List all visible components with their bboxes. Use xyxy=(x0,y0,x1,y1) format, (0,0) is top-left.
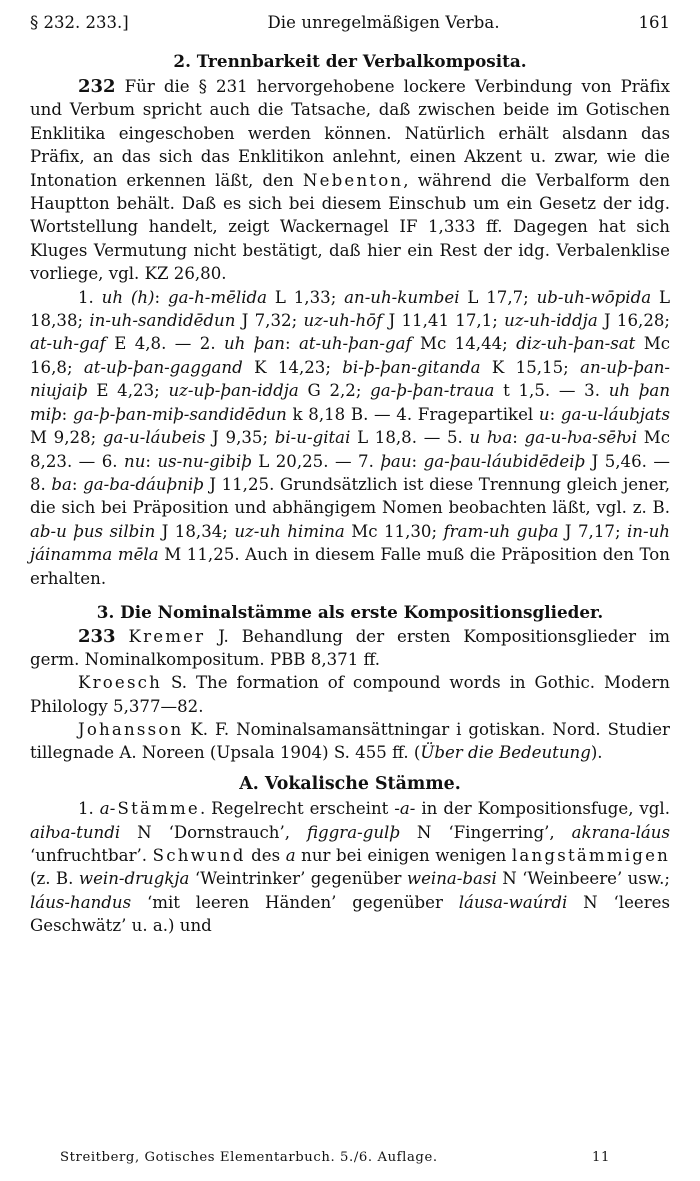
gothic-form: uh (h) xyxy=(101,287,155,307)
gothic-form: uz-uh-hōf xyxy=(303,311,383,331)
body-text: . Regelrecht erscheint xyxy=(199,799,395,819)
gothic-form: figgra-gulþ xyxy=(306,822,400,842)
example-text: : xyxy=(154,287,168,307)
body-text: (z. B. xyxy=(30,869,79,889)
example-text: L 1,33; xyxy=(267,287,345,307)
gothic-form: us-nu-gibiþ xyxy=(157,451,252,471)
reference-end: ). xyxy=(590,742,603,762)
gothic-form: láusa-waúrdi xyxy=(458,892,568,912)
example-text: J 7,32; xyxy=(235,311,304,331)
example-text: J 16,28; xyxy=(597,311,671,331)
example-text: Mc 14,44; xyxy=(411,334,517,354)
example-text: J 7,17; xyxy=(558,521,627,541)
example-text: E 4,8. — 2. xyxy=(105,334,224,354)
sheet-number: 11 xyxy=(592,1150,610,1165)
reference-text: K. F. Nominalsamansättningar i gotiskan. Nord. Studier tillegnade A. Noreen (Upsala 1904) S. 455 ff. ( xyxy=(30,719,670,762)
author-name: Kremer xyxy=(128,626,206,646)
gothic-form: þau xyxy=(380,451,412,471)
example-text: : xyxy=(549,404,561,424)
reference-text: S. The formation of compound words in Gothic. Modern Philology 5,377—82. xyxy=(30,673,670,716)
gothic-form: ga-h-mēlida xyxy=(167,287,268,307)
gothic-form: uz-uþ-þan-iddja xyxy=(168,381,299,401)
paragraph-232 xyxy=(30,75,670,286)
gothic-form: uh þan xyxy=(224,334,285,354)
gothic-form: wein-drugkja xyxy=(78,869,190,889)
section-heading-trennbarkeit: 2. Trennbarkeit der Verbalkomposita. xyxy=(173,51,527,71)
author-name: Kroesch xyxy=(78,673,163,693)
gothic-form: bi-þ-þan-gitanda xyxy=(342,357,481,377)
gothic-form: a xyxy=(285,845,296,865)
example-text: : xyxy=(71,474,84,494)
gothic-form: ga-þ-þan-traua xyxy=(370,381,495,401)
paragraph-number: 232 xyxy=(78,76,116,97)
gothic-form: uz-uh-iddja xyxy=(504,311,598,331)
gothic-form: ga-þ-þan-miþ-sandidēdun xyxy=(72,404,287,424)
body-text: N ‘leeres Geschwätz’ u. a.) und xyxy=(30,892,670,936)
example-text: : xyxy=(284,334,299,354)
example-text: Mc 8,23. — 6. xyxy=(30,428,671,471)
gothic-form: u ƕa xyxy=(469,428,513,448)
body-text: 1. xyxy=(78,799,100,819)
body-text: N ‘Dornstrauch’, xyxy=(120,822,307,842)
gothic-form: uz-uh himina xyxy=(234,521,345,541)
gothic-form: láus-handus xyxy=(30,892,132,912)
gothic-form: akrana-láus xyxy=(571,822,670,842)
body-text: des xyxy=(245,845,286,865)
spaced-term: langstämmigen xyxy=(511,845,671,865)
paragraph-text-tail: , während die Verbalform den Hauptton behält. Daß es sich bei diesem Einschub um ein Gesetz der idg. Wortstellung handelt, zeigt Wackernagel IF 1,333 ff. Dagegen hat sich Kluges Vermutung nicht bestätigt, daß hier ein Rest der idg. Verbalenklise vorliege, vgl. KZ 26,80. xyxy=(30,170,670,284)
gothic-form: nu xyxy=(124,451,146,471)
chapter-title: Die unregelmäßigen Verba. xyxy=(267,13,500,32)
examples-paragraph xyxy=(30,286,670,590)
gothic-form: aiƕa-tundi xyxy=(30,822,121,842)
example-text: J 5,46. — 8. xyxy=(30,451,670,494)
gothic-form: ab-u þus silbin xyxy=(30,521,156,541)
gothic-form: at-uh-gaf xyxy=(30,334,106,354)
gothic-form: ga-þau-láubidēdeiþ xyxy=(423,451,586,471)
body-text: nur bei einigen wenigen xyxy=(295,845,512,865)
gothic-form: ga-u-ƕa-sēƕi xyxy=(524,428,638,448)
example-text: : xyxy=(411,451,424,471)
body-text: ‘unfruchtbar’. xyxy=(30,845,153,865)
example-text: E 4,23; xyxy=(87,381,169,401)
gothic-form: u xyxy=(538,404,550,424)
section-heading-nominalstaemme: 3. Die Nominalstämme als erste Kompositionsglieder. xyxy=(96,601,604,622)
example-text: : xyxy=(512,428,525,448)
paragraph-text: Für die § 231 hervorgehobene lockere Verbindung von Präfix und Verbum spricht auch die Tatsache, daß zwischen beide im Gotischen Enklitika eingeschoben werden können. Natürlich erhält alsdann das Präfix, an das sich das Enklitikon anlehnt, einen Akzent u. zwar, wie die Intonation erkennen läßt, den xyxy=(30,77,670,190)
gothic-form: fram-uh guþa xyxy=(443,521,559,541)
a-stems-paragraph xyxy=(30,797,670,937)
body-text: ‘mit leeren Händen’ gegenüber xyxy=(131,892,459,912)
reference-kroesch xyxy=(30,671,670,717)
gothic-form: bi-u-gitai xyxy=(274,428,351,448)
reference-italic: Über die Bedeutung xyxy=(420,742,591,762)
author-name: Johansson xyxy=(78,719,184,739)
spaced-term: Schwund xyxy=(152,845,246,865)
body-text: in der Kompositionsfuge, vgl. xyxy=(415,799,671,819)
book-signature: Streitberg, Gotisches Elementarbuch. 5./6. Auflage. xyxy=(60,1150,438,1165)
example-text: : xyxy=(145,451,158,471)
section-heading-vokalische-staemme: A. Vokalische Stämme. xyxy=(239,774,461,795)
gothic-form: at-uh-þan-gaf xyxy=(298,334,412,354)
section-range: § 232. 233.] xyxy=(30,13,129,32)
example-text: J 11,41 17,1; xyxy=(382,311,505,331)
gothic-form: in-uh jáinamma mēla xyxy=(30,521,670,565)
body-text: ‘Weintrinker’ gegenüber xyxy=(189,869,407,889)
gothic-form: ga-u-láubeis xyxy=(102,428,206,448)
reference-johansson xyxy=(30,718,670,764)
example-text: L 20,25. — 7. xyxy=(251,451,381,471)
example-text: k 8,18 B. — 4. Fragepartikel xyxy=(286,404,539,424)
example-text: K 15,15; xyxy=(480,357,581,377)
example-text: L 18,38; xyxy=(30,287,670,331)
gothic-form: in-uh-sandidēdun xyxy=(89,311,236,331)
example-text: : xyxy=(61,404,73,424)
reference-text: J. Behandlung der ersten Kompositionsglieder im germ. Nominalkompositum. PBB 8,371 ff. xyxy=(30,626,670,670)
running-head xyxy=(30,12,670,34)
example-text: L 17,7; xyxy=(459,287,537,307)
gothic-form: diz-uh-þan-sat xyxy=(516,334,636,354)
paragraph-number: 233 xyxy=(78,625,116,647)
gothic-form: ba xyxy=(51,474,72,494)
gothic-form: -a- xyxy=(394,799,416,819)
example-text: 1. xyxy=(78,287,102,307)
gothic-form: uh þan miþ xyxy=(30,381,671,424)
gothic-form: ub-uh-wōpida xyxy=(536,287,652,307)
gothic-form: an-uþ-þan-niujaiþ xyxy=(30,357,671,401)
gothic-form: an-uh-kumbei xyxy=(344,287,460,307)
example-text: J 18,34; xyxy=(155,521,235,541)
example-text: J 11,25. Grundsätzlich ist diese Trennung gleich jener, die sich bei Präposition und abhängigem Nomen beobachten läßt, vgl. z. B. xyxy=(30,474,671,518)
example-text: M 9,28; xyxy=(30,428,103,448)
body-text: N ‘Fingerring’, xyxy=(399,822,572,842)
example-text: t 1,5. — 3. xyxy=(494,381,609,401)
paragraph-233-ref-kremer xyxy=(30,625,670,671)
example-text: M 11,25. Auch in diesem Falle muß die Präposition den Ton erhalten. xyxy=(30,545,670,588)
example-text: J 9,35; xyxy=(205,428,275,448)
example-text: G 2,2; xyxy=(298,381,371,401)
spaced-term: Nebenton xyxy=(302,170,404,190)
body-text: N ‘Weinbeere’ usw.; xyxy=(496,869,670,889)
gothic-form: a xyxy=(99,799,110,819)
page-footer xyxy=(60,1149,610,1167)
example-text: Mc 11,30; xyxy=(344,521,444,541)
gothic-form: weina-basi xyxy=(406,869,497,889)
example-text: K 14,23; xyxy=(242,357,343,377)
gothic-form: ga-ba-dáuþniþ xyxy=(83,474,204,494)
gothic-form: at-uþ-þan-gaggand xyxy=(83,357,243,377)
example-text: Mc 16,8; xyxy=(30,334,671,377)
page-number: 161 xyxy=(638,13,670,32)
spaced-term: -Stämme xyxy=(109,799,200,819)
example-text: L 18,8. — 5. xyxy=(350,428,470,448)
gothic-form: ga-u-láubjats xyxy=(560,404,670,424)
